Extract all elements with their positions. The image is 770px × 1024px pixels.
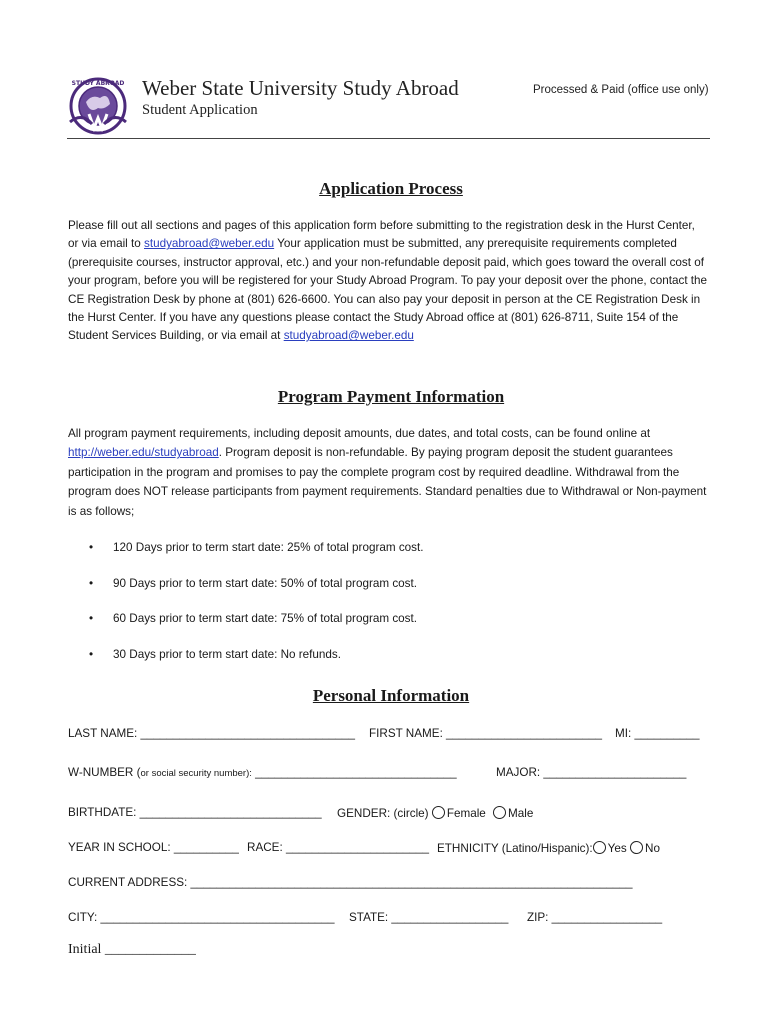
payment-text-part1: All program payment requirements, including deposit amounts, due dates, and total costs, can be found online at	[68, 427, 651, 440]
zip-field[interactable]: ZIP: _________________	[527, 911, 663, 924]
no-label: No	[645, 842, 660, 855]
penalty-item-3: 60 Days prior to term start date: 75% of total program cost.	[113, 612, 418, 625]
female-radio[interactable]	[432, 806, 445, 819]
w-number-field[interactable]	[68, 766, 457, 779]
payment-text	[68, 424, 708, 521]
initial-field[interactable]: Initial _____________	[68, 942, 196, 957]
seal-text: STUDY ABROAD	[71, 80, 125, 87]
w-number-hint: or social security number):	[140, 768, 252, 779]
major-field[interactable]: MAJOR: ______________________	[496, 766, 687, 779]
ethnicity-no-radio[interactable]	[630, 841, 643, 854]
ethnicity-field	[437, 841, 660, 855]
bullet-marker: •	[89, 648, 94, 661]
last-name-field[interactable]: LAST NAME: _________________________________	[68, 727, 356, 740]
birthdate-field[interactable]: BIRTHDATE: ____________________________	[68, 806, 322, 819]
bullet-marker: •	[89, 541, 94, 554]
application-process-heading: Application Process	[319, 179, 463, 198]
email-link-2[interactable]: studyabroad@weber.edu	[283, 329, 414, 343]
w-number-blank: _______________________________	[251, 766, 457, 779]
year-in-school-field[interactable]: YEAR IN SCHOOL: __________	[68, 841, 239, 854]
current-address-field[interactable]: CURRENT ADDRESS: ____________________________________________________________________	[68, 876, 633, 889]
payment-heading: Program Payment Information	[277, 387, 505, 406]
penalty-item-2: 90 Days prior to term start date: 50% of total program cost.	[113, 577, 418, 590]
gender-field	[337, 806, 533, 820]
payment-text-part2: . Program deposit is non-refundable. By paying program deposit the student guarantees participation in the program and promises to pay the complete program cost by required deadline. Withdrawal from the program does NOT release participants from payment requirements. Standard penalties due to Withdrawal or Non-payment is as follows;	[68, 446, 707, 518]
ethnicity-yes-radio[interactable]	[593, 841, 606, 854]
ethnicity-label: ETHNICITY (Latino/Hispanic):	[437, 842, 593, 855]
mi-field[interactable]: MI: __________	[615, 727, 700, 740]
study-abroad-url-link[interactable]: http://weber.edu/studyabroad	[68, 446, 219, 460]
gender-label: GENDER: (circle)	[337, 807, 429, 820]
first-name-field[interactable]: FIRST NAME: ________________________	[369, 727, 603, 740]
bullet-marker: •	[89, 612, 94, 625]
yes-label: Yes	[607, 842, 627, 855]
wsu-seal-logo	[62, 72, 134, 144]
header-divider	[67, 138, 710, 139]
personal-info-heading: Personal Information	[312, 686, 470, 705]
w-number-label: W-NUMBER (	[68, 766, 141, 779]
penalty-item-1: 120 Days prior to term start date: 25% of total program cost.	[113, 541, 424, 554]
process-text-part2: Your application must be submitted, any prerequisite requirements completed (prerequisite courses, instructor approval, etc.) and your non-refundable deposit paid, which goes toward the overall cost of your program, before you will be registered for your Study Abroad Program. To pay your deposit over the phone, contact the CE Registration Desk by phone at (801) 626-6600. You can also pay your deposit in person at the CE Registration Desk in the Hurst Center. If you have any questions please contact the Study Abroad office at (801) 626-8711, Suite 154 of the Student Services Building, or via email at	[68, 237, 708, 343]
page-subtitle: Student Application	[142, 102, 258, 118]
female-label: Female	[446, 807, 486, 820]
process-text-part1: Please fill out all sections and pages of this application form before submitting to the registration desk in the Hurst Center, or via email to	[68, 219, 695, 251]
bullet-marker: •	[89, 577, 94, 590]
race-field[interactable]: RACE: ______________________	[247, 841, 429, 854]
office-use-note: Processed & Paid (office use only)	[533, 84, 709, 96]
penalty-item-4: 30 Days prior to term start date: No refunds.	[113, 648, 342, 661]
email-link-1[interactable]: studyabroad@weber.edu	[144, 237, 275, 251]
male-radio[interactable]	[493, 806, 506, 819]
city-field[interactable]: CITY: ____________________________________	[68, 911, 335, 924]
page-title: Weber State University Study Abroad	[142, 76, 459, 100]
application-process-text	[68, 217, 708, 346]
state-field[interactable]: STATE: __________________	[349, 911, 509, 924]
male-label: Male	[508, 807, 534, 820]
